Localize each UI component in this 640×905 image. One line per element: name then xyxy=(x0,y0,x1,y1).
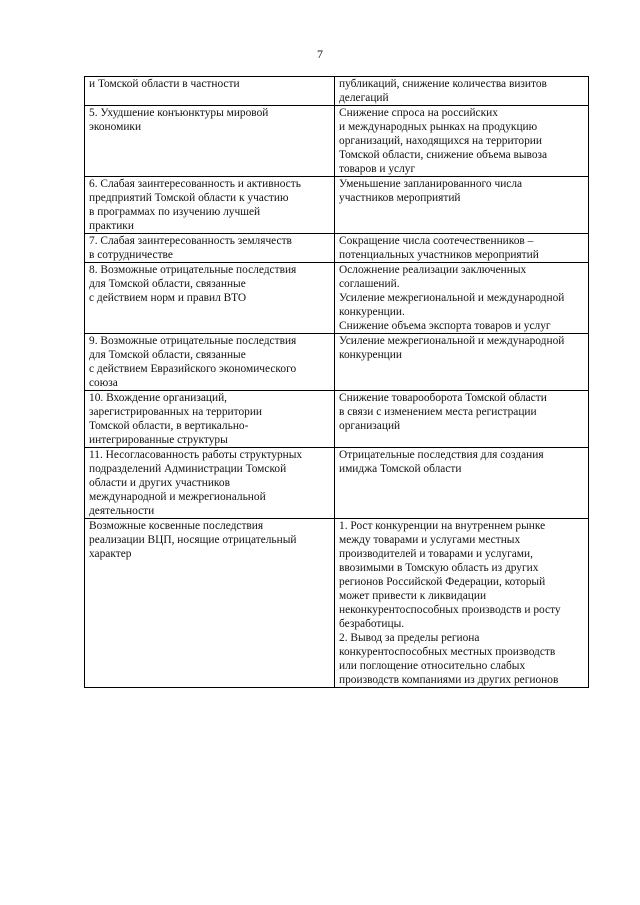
risk-cell: 5. Ухудшение конъюнктуры мировой экономики xyxy=(85,106,335,177)
risk-table xyxy=(84,76,589,688)
risk-cell: 9. Возможные отрицательные последствия для Томской области, связанные с действием Евразийского экономического союза xyxy=(85,334,335,391)
page-number: 7 xyxy=(317,47,323,61)
consequence-cell: Снижение товарооборота Томской области в связи с изменением места регистрации организаций xyxy=(335,391,589,448)
consequence-cell: 1. Рост конкуренции на внутреннем рынке между товарами и услугами местных производителей и товарами и услугами, ввозимыми в Томскую область из других регионов Российской Федерации, который может привести к ликвидации неконкурентоспособных производств и росту безработицы. 2. Вывод за пределы региона конкурентоспособных местных производств или поглощение относительно слабых производств компаниями из других регионов xyxy=(335,519,589,688)
table-row xyxy=(85,77,589,106)
table-row xyxy=(85,448,589,519)
risk-cell: Возможные косвенные последствия реализации ВЦП, носящие отрицательный характер xyxy=(85,519,335,688)
risk-cell: 6. Слабая заинтересованность и активность предприятий Томской области к участию в программах по изучению лучшей практики xyxy=(85,177,335,234)
consequence-cell: Сокращение числа соотечественников – потенциальных участников мероприятий xyxy=(335,234,589,263)
table-row xyxy=(85,391,589,448)
table-row xyxy=(85,334,589,391)
risk-cell: 8. Возможные отрицательные последствия для Томской области, связанные с действием норм и правил ВТО xyxy=(85,263,335,334)
risk-cell: 7. Слабая заинтересованность землячеств в сотрудничестве xyxy=(85,234,335,263)
table-row xyxy=(85,177,589,234)
consequence-cell: Отрицательные последствия для создания имиджа Томской области xyxy=(335,448,589,519)
table-row xyxy=(85,263,589,334)
consequence-cell: Снижение спроса на российских и международных рынках на продукцию организаций, находящихся на территории Томской области, снижение объема вывоза товаров и услуг xyxy=(335,106,589,177)
risk-cell: 11. Несогласованность работы структурных подразделений Администрации Томской области и других участников международной и межрегиональной деятельности xyxy=(85,448,335,519)
table-row xyxy=(85,519,589,688)
consequence-cell: Уменьшение запланированного числа участников мероприятий xyxy=(335,177,589,234)
consequence-cell: Осложнение реализации заключенных соглашений. Усиление межрегиональной и международной конкуренции. Снижение объема экспорта товаров и услуг xyxy=(335,263,589,334)
consequence-cell: публикаций, снижение количества визитов делегаций xyxy=(335,77,589,106)
risk-cell: и Томской области в частности xyxy=(85,77,335,106)
table-row xyxy=(85,234,589,263)
consequence-cell: Усиление межрегиональной и международной конкуренции xyxy=(335,334,589,391)
risk-cell: 10. Вхождение организаций, зарегистрированных на территории Томской области, в вертикально- интегрированные структуры xyxy=(85,391,335,448)
table-row xyxy=(85,106,589,177)
